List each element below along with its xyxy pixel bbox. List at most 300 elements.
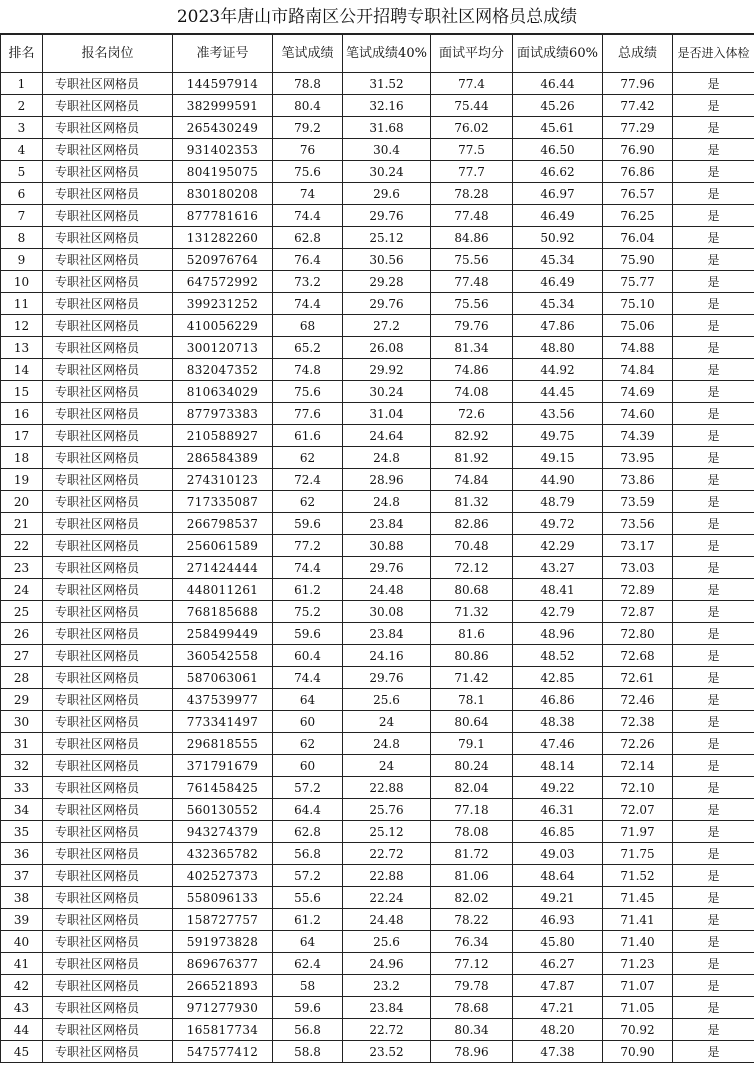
interview-60-cell: 45.80 bbox=[513, 931, 603, 953]
interview-avg-cell: 71.32 bbox=[431, 601, 513, 623]
interview-avg-cell: 84.86 bbox=[431, 227, 513, 249]
written-score-cell: 74 bbox=[273, 183, 343, 205]
written-score-cell: 75.2 bbox=[273, 601, 343, 623]
interview-avg-cell: 76.02 bbox=[431, 117, 513, 139]
written-40-cell: 23.2 bbox=[343, 975, 431, 997]
interview-60-cell: 45.34 bbox=[513, 293, 603, 315]
written-score-cell: 62.8 bbox=[273, 227, 343, 249]
exam-id-cell: 271424444 bbox=[173, 557, 273, 579]
interview-avg-cell: 79.76 bbox=[431, 315, 513, 337]
written-score-cell: 57.2 bbox=[273, 777, 343, 799]
medical-exam-cell: 是 bbox=[673, 491, 754, 513]
post-cell: 专职社区网格员 bbox=[43, 337, 173, 359]
interview-avg-cell: 77.48 bbox=[431, 205, 513, 227]
interview-avg-cell: 82.86 bbox=[431, 513, 513, 535]
rank-cell: 43 bbox=[1, 997, 43, 1019]
rank-cell: 15 bbox=[1, 381, 43, 403]
written-40-cell: 24.8 bbox=[343, 447, 431, 469]
total-cell: 73.56 bbox=[603, 513, 673, 535]
table-row bbox=[1, 293, 754, 315]
written-40-cell: 29.6 bbox=[343, 183, 431, 205]
exam-id-cell: 869676377 bbox=[173, 953, 273, 975]
written-40-cell: 26.08 bbox=[343, 337, 431, 359]
post-cell: 专职社区网格员 bbox=[43, 843, 173, 865]
medical-exam-cell: 是 bbox=[673, 557, 754, 579]
written-score-cell: 60 bbox=[273, 711, 343, 733]
interview-60-cell: 50.92 bbox=[513, 227, 603, 249]
written-40-cell: 24 bbox=[343, 755, 431, 777]
rank-cell: 19 bbox=[1, 469, 43, 491]
table-row bbox=[1, 403, 754, 425]
total-cell: 71.45 bbox=[603, 887, 673, 909]
interview-60-cell: 49.21 bbox=[513, 887, 603, 909]
post-cell: 专职社区网格员 bbox=[43, 315, 173, 337]
interview-60-cell: 49.22 bbox=[513, 777, 603, 799]
table-row bbox=[1, 359, 754, 381]
table-row bbox=[1, 337, 754, 359]
interview-60-cell: 49.03 bbox=[513, 843, 603, 865]
exam-id-cell: 300120713 bbox=[173, 337, 273, 359]
written-40-cell: 30.24 bbox=[343, 161, 431, 183]
rank-cell: 36 bbox=[1, 843, 43, 865]
medical-exam-cell: 是 bbox=[673, 777, 754, 799]
post-cell: 专职社区网格员 bbox=[43, 733, 173, 755]
exam-id-cell: 810634029 bbox=[173, 381, 273, 403]
total-cell: 71.97 bbox=[603, 821, 673, 843]
table-row bbox=[1, 777, 754, 799]
interview-60-cell: 49.72 bbox=[513, 513, 603, 535]
table-row bbox=[1, 975, 754, 997]
post-cell: 专职社区网格员 bbox=[43, 403, 173, 425]
col-exam-id: 准考证号 bbox=[173, 35, 273, 73]
total-cell: 76.57 bbox=[603, 183, 673, 205]
post-cell: 专职社区网格员 bbox=[43, 513, 173, 535]
medical-exam-cell: 是 bbox=[673, 843, 754, 865]
post-cell: 专职社区网格员 bbox=[43, 865, 173, 887]
interview-avg-cell: 71.42 bbox=[431, 667, 513, 689]
table-row bbox=[1, 733, 754, 755]
exam-id-cell: 265430249 bbox=[173, 117, 273, 139]
exam-id-cell: 360542558 bbox=[173, 645, 273, 667]
interview-avg-cell: 81.06 bbox=[431, 865, 513, 887]
written-score-cell: 61.2 bbox=[273, 579, 343, 601]
written-40-cell: 25.76 bbox=[343, 799, 431, 821]
post-cell: 专职社区网格员 bbox=[43, 931, 173, 953]
medical-exam-cell: 是 bbox=[673, 271, 754, 293]
interview-60-cell: 42.79 bbox=[513, 601, 603, 623]
interview-avg-cell: 75.44 bbox=[431, 95, 513, 117]
exam-id-cell: 830180208 bbox=[173, 183, 273, 205]
total-cell: 77.42 bbox=[603, 95, 673, 117]
exam-id-cell: 587063061 bbox=[173, 667, 273, 689]
written-score-cell: 59.6 bbox=[273, 623, 343, 645]
rank-cell: 24 bbox=[1, 579, 43, 601]
interview-60-cell: 43.27 bbox=[513, 557, 603, 579]
interview-avg-cell: 77.5 bbox=[431, 139, 513, 161]
medical-exam-cell: 是 bbox=[673, 315, 754, 337]
interview-avg-cell: 77.48 bbox=[431, 271, 513, 293]
total-cell: 72.10 bbox=[603, 777, 673, 799]
medical-exam-cell: 是 bbox=[673, 645, 754, 667]
medical-exam-cell: 是 bbox=[673, 403, 754, 425]
total-cell: 71.05 bbox=[603, 997, 673, 1019]
rank-cell: 27 bbox=[1, 645, 43, 667]
rank-cell: 42 bbox=[1, 975, 43, 997]
medical-exam-cell: 是 bbox=[673, 799, 754, 821]
interview-60-cell: 48.14 bbox=[513, 755, 603, 777]
written-40-cell: 23.84 bbox=[343, 623, 431, 645]
exam-id-cell: 832047352 bbox=[173, 359, 273, 381]
table-row bbox=[1, 953, 754, 975]
post-cell: 专职社区网格员 bbox=[43, 579, 173, 601]
total-cell: 73.17 bbox=[603, 535, 673, 557]
exam-id-cell: 256061589 bbox=[173, 535, 273, 557]
medical-exam-cell: 是 bbox=[673, 865, 754, 887]
medical-exam-cell: 是 bbox=[673, 139, 754, 161]
written-score-cell: 74.4 bbox=[273, 293, 343, 315]
exam-id-cell: 210588927 bbox=[173, 425, 273, 447]
written-score-cell: 62.8 bbox=[273, 821, 343, 843]
post-cell: 专职社区网格员 bbox=[43, 997, 173, 1019]
interview-avg-cell: 81.34 bbox=[431, 337, 513, 359]
interview-60-cell: 48.80 bbox=[513, 337, 603, 359]
rank-cell: 39 bbox=[1, 909, 43, 931]
interview-60-cell: 46.49 bbox=[513, 271, 603, 293]
total-cell: 76.86 bbox=[603, 161, 673, 183]
medical-exam-cell: 是 bbox=[673, 535, 754, 557]
exam-id-cell: 558096133 bbox=[173, 887, 273, 909]
post-cell: 专职社区网格员 bbox=[43, 469, 173, 491]
interview-avg-cell: 82.92 bbox=[431, 425, 513, 447]
written-40-cell: 23.84 bbox=[343, 997, 431, 1019]
interview-avg-cell: 74.84 bbox=[431, 469, 513, 491]
exam-id-cell: 266798537 bbox=[173, 513, 273, 535]
written-40-cell: 30.56 bbox=[343, 249, 431, 271]
written-score-cell: 64.4 bbox=[273, 799, 343, 821]
interview-avg-cell: 81.92 bbox=[431, 447, 513, 469]
post-cell: 专职社区网格员 bbox=[43, 95, 173, 117]
medical-exam-cell: 是 bbox=[673, 337, 754, 359]
post-cell: 专职社区网格员 bbox=[43, 425, 173, 447]
medical-exam-cell: 是 bbox=[673, 997, 754, 1019]
table-row bbox=[1, 73, 754, 95]
interview-avg-cell: 82.04 bbox=[431, 777, 513, 799]
post-cell: 专职社区网格员 bbox=[43, 821, 173, 843]
col-written-score: 笔试成绩 bbox=[273, 35, 343, 73]
table-row bbox=[1, 755, 754, 777]
interview-60-cell: 47.21 bbox=[513, 997, 603, 1019]
total-cell: 71.41 bbox=[603, 909, 673, 931]
table-row bbox=[1, 579, 754, 601]
exam-id-cell: 266521893 bbox=[173, 975, 273, 997]
col-post: 报名岗位 bbox=[43, 35, 173, 73]
table-row bbox=[1, 205, 754, 227]
exam-id-cell: 165817734 bbox=[173, 1019, 273, 1041]
medical-exam-cell: 是 bbox=[673, 667, 754, 689]
rank-cell: 14 bbox=[1, 359, 43, 381]
interview-avg-cell: 74.86 bbox=[431, 359, 513, 381]
written-score-cell: 58.8 bbox=[273, 1041, 343, 1063]
written-score-cell: 79.2 bbox=[273, 117, 343, 139]
interview-avg-cell: 80.24 bbox=[431, 755, 513, 777]
interview-avg-cell: 77.7 bbox=[431, 161, 513, 183]
total-cell: 77.96 bbox=[603, 73, 673, 95]
rank-cell: 29 bbox=[1, 689, 43, 711]
exam-id-cell: 158727757 bbox=[173, 909, 273, 931]
post-cell: 专职社区网格员 bbox=[43, 139, 173, 161]
written-40-cell: 29.76 bbox=[343, 293, 431, 315]
written-40-cell: 22.72 bbox=[343, 1019, 431, 1041]
total-cell: 73.95 bbox=[603, 447, 673, 469]
interview-avg-cell: 80.64 bbox=[431, 711, 513, 733]
total-cell: 72.80 bbox=[603, 623, 673, 645]
exam-id-cell: 877973383 bbox=[173, 403, 273, 425]
rank-cell: 12 bbox=[1, 315, 43, 337]
written-40-cell: 29.28 bbox=[343, 271, 431, 293]
table-row bbox=[1, 491, 754, 513]
exam-id-cell: 931402353 bbox=[173, 139, 273, 161]
written-40-cell: 25.12 bbox=[343, 227, 431, 249]
interview-60-cell: 46.62 bbox=[513, 161, 603, 183]
post-cell: 专职社区网格员 bbox=[43, 1041, 173, 1063]
interview-avg-cell: 81.6 bbox=[431, 623, 513, 645]
table-row bbox=[1, 513, 754, 535]
exam-id-cell: 804195075 bbox=[173, 161, 273, 183]
medical-exam-cell: 是 bbox=[673, 161, 754, 183]
exam-id-cell: 520976764 bbox=[173, 249, 273, 271]
interview-avg-cell: 82.02 bbox=[431, 887, 513, 909]
table-row bbox=[1, 139, 754, 161]
table-row bbox=[1, 711, 754, 733]
col-written-40: 笔试成绩40% bbox=[343, 35, 431, 73]
written-40-cell: 24 bbox=[343, 711, 431, 733]
interview-avg-cell: 78.28 bbox=[431, 183, 513, 205]
interview-60-cell: 44.92 bbox=[513, 359, 603, 381]
medical-exam-cell: 是 bbox=[673, 227, 754, 249]
table-row bbox=[1, 909, 754, 931]
written-score-cell: 57.2 bbox=[273, 865, 343, 887]
rank-cell: 16 bbox=[1, 403, 43, 425]
interview-avg-cell: 78.22 bbox=[431, 909, 513, 931]
rank-cell: 40 bbox=[1, 931, 43, 953]
total-cell: 71.23 bbox=[603, 953, 673, 975]
written-40-cell: 23.52 bbox=[343, 1041, 431, 1063]
written-score-cell: 74.4 bbox=[273, 205, 343, 227]
written-40-cell: 31.04 bbox=[343, 403, 431, 425]
exam-id-cell: 877781616 bbox=[173, 205, 273, 227]
medical-exam-cell: 是 bbox=[673, 447, 754, 469]
interview-60-cell: 45.61 bbox=[513, 117, 603, 139]
post-cell: 专职社区网格员 bbox=[43, 601, 173, 623]
post-cell: 专职社区网格员 bbox=[43, 535, 173, 557]
post-cell: 专职社区网格员 bbox=[43, 557, 173, 579]
interview-avg-cell: 76.34 bbox=[431, 931, 513, 953]
table-row bbox=[1, 601, 754, 623]
medical-exam-cell: 是 bbox=[673, 293, 754, 315]
medical-exam-cell: 是 bbox=[673, 249, 754, 271]
rank-cell: 22 bbox=[1, 535, 43, 557]
interview-60-cell: 44.45 bbox=[513, 381, 603, 403]
table-header bbox=[1, 35, 754, 73]
medical-exam-cell: 是 bbox=[673, 359, 754, 381]
total-cell: 70.90 bbox=[603, 1041, 673, 1063]
interview-60-cell: 48.79 bbox=[513, 491, 603, 513]
exam-id-cell: 437539977 bbox=[173, 689, 273, 711]
post-cell: 专职社区网格员 bbox=[43, 799, 173, 821]
rank-cell: 2 bbox=[1, 95, 43, 117]
total-cell: 72.68 bbox=[603, 645, 673, 667]
written-score-cell: 64 bbox=[273, 931, 343, 953]
medical-exam-cell: 是 bbox=[673, 887, 754, 909]
post-cell: 专职社区网格员 bbox=[43, 491, 173, 513]
rank-cell: 6 bbox=[1, 183, 43, 205]
interview-60-cell: 48.52 bbox=[513, 645, 603, 667]
medical-exam-cell: 是 bbox=[673, 183, 754, 205]
written-40-cell: 30.4 bbox=[343, 139, 431, 161]
written-score-cell: 61.2 bbox=[273, 909, 343, 931]
written-40-cell: 24.96 bbox=[343, 953, 431, 975]
exam-id-cell: 371791679 bbox=[173, 755, 273, 777]
total-cell: 75.06 bbox=[603, 315, 673, 337]
exam-id-cell: 773341497 bbox=[173, 711, 273, 733]
table-row bbox=[1, 667, 754, 689]
interview-60-cell: 47.46 bbox=[513, 733, 603, 755]
exam-id-cell: 258499449 bbox=[173, 623, 273, 645]
interview-60-cell: 46.27 bbox=[513, 953, 603, 975]
written-40-cell: 29.76 bbox=[343, 205, 431, 227]
written-score-cell: 59.6 bbox=[273, 513, 343, 535]
written-score-cell: 77.6 bbox=[273, 403, 343, 425]
exam-id-cell: 402527373 bbox=[173, 865, 273, 887]
rank-cell: 30 bbox=[1, 711, 43, 733]
written-score-cell: 60 bbox=[273, 755, 343, 777]
post-cell: 专职社区网格员 bbox=[43, 359, 173, 381]
rank-cell: 33 bbox=[1, 777, 43, 799]
table-row bbox=[1, 645, 754, 667]
table-row bbox=[1, 1019, 754, 1041]
total-cell: 72.46 bbox=[603, 689, 673, 711]
interview-avg-cell: 78.1 bbox=[431, 689, 513, 711]
medical-exam-cell: 是 bbox=[673, 117, 754, 139]
table-row bbox=[1, 821, 754, 843]
written-score-cell: 61.6 bbox=[273, 425, 343, 447]
written-40-cell: 25.6 bbox=[343, 931, 431, 953]
interview-avg-cell: 77.12 bbox=[431, 953, 513, 975]
rank-cell: 7 bbox=[1, 205, 43, 227]
interview-60-cell: 46.97 bbox=[513, 183, 603, 205]
written-40-cell: 30.24 bbox=[343, 381, 431, 403]
rank-cell: 8 bbox=[1, 227, 43, 249]
rank-cell: 38 bbox=[1, 887, 43, 909]
exam-id-cell: 547577412 bbox=[173, 1041, 273, 1063]
written-score-cell: 75.6 bbox=[273, 161, 343, 183]
rank-cell: 35 bbox=[1, 821, 43, 843]
written-40-cell: 22.88 bbox=[343, 777, 431, 799]
total-cell: 76.90 bbox=[603, 139, 673, 161]
table-row bbox=[1, 865, 754, 887]
medical-exam-cell: 是 bbox=[673, 381, 754, 403]
post-cell: 专职社区网格员 bbox=[43, 755, 173, 777]
interview-60-cell: 46.49 bbox=[513, 205, 603, 227]
interview-avg-cell: 81.72 bbox=[431, 843, 513, 865]
exam-id-cell: 717335087 bbox=[173, 491, 273, 513]
total-cell: 75.90 bbox=[603, 249, 673, 271]
post-cell: 专职社区网格员 bbox=[43, 381, 173, 403]
rank-cell: 31 bbox=[1, 733, 43, 755]
medical-exam-cell: 是 bbox=[673, 821, 754, 843]
interview-60-cell: 46.44 bbox=[513, 73, 603, 95]
exam-id-cell: 647572992 bbox=[173, 271, 273, 293]
interview-60-cell: 46.85 bbox=[513, 821, 603, 843]
table-row bbox=[1, 799, 754, 821]
rank-cell: 44 bbox=[1, 1019, 43, 1041]
written-40-cell: 24.64 bbox=[343, 425, 431, 447]
rank-cell: 13 bbox=[1, 337, 43, 359]
total-cell: 72.14 bbox=[603, 755, 673, 777]
written-score-cell: 56.8 bbox=[273, 1019, 343, 1041]
written-score-cell: 62.4 bbox=[273, 953, 343, 975]
written-40-cell: 29.92 bbox=[343, 359, 431, 381]
exam-id-cell: 591973828 bbox=[173, 931, 273, 953]
total-cell: 74.39 bbox=[603, 425, 673, 447]
medical-exam-cell: 是 bbox=[673, 1041, 754, 1063]
interview-60-cell: 48.96 bbox=[513, 623, 603, 645]
post-cell: 专职社区网格员 bbox=[43, 953, 173, 975]
medical-exam-cell: 是 bbox=[673, 95, 754, 117]
table-row bbox=[1, 843, 754, 865]
total-cell: 74.69 bbox=[603, 381, 673, 403]
table-row bbox=[1, 997, 754, 1019]
rank-cell: 25 bbox=[1, 601, 43, 623]
table-row bbox=[1, 469, 754, 491]
interview-60-cell: 48.20 bbox=[513, 1019, 603, 1041]
medical-exam-cell: 是 bbox=[673, 205, 754, 227]
rank-cell: 32 bbox=[1, 755, 43, 777]
rank-cell: 37 bbox=[1, 865, 43, 887]
post-cell: 专职社区网格员 bbox=[43, 205, 173, 227]
interview-60-cell: 44.90 bbox=[513, 469, 603, 491]
post-cell: 专职社区网格员 bbox=[43, 711, 173, 733]
written-score-cell: 74.4 bbox=[273, 667, 343, 689]
rank-cell: 28 bbox=[1, 667, 43, 689]
written-score-cell: 62 bbox=[273, 491, 343, 513]
written-score-cell: 72.4 bbox=[273, 469, 343, 491]
exam-id-cell: 971277930 bbox=[173, 997, 273, 1019]
interview-60-cell: 48.38 bbox=[513, 711, 603, 733]
rank-cell: 18 bbox=[1, 447, 43, 469]
post-cell: 专职社区网格员 bbox=[43, 689, 173, 711]
medical-exam-cell: 是 bbox=[673, 73, 754, 95]
post-cell: 专职社区网格员 bbox=[43, 909, 173, 931]
exam-id-cell: 144597914 bbox=[173, 73, 273, 95]
rank-cell: 21 bbox=[1, 513, 43, 535]
table-row bbox=[1, 931, 754, 953]
total-cell: 72.26 bbox=[603, 733, 673, 755]
interview-avg-cell: 75.56 bbox=[431, 249, 513, 271]
written-40-cell: 24.16 bbox=[343, 645, 431, 667]
table-row bbox=[1, 315, 754, 337]
table-row bbox=[1, 227, 754, 249]
table-row bbox=[1, 425, 754, 447]
written-40-cell: 31.68 bbox=[343, 117, 431, 139]
total-cell: 71.07 bbox=[603, 975, 673, 997]
written-40-cell: 23.84 bbox=[343, 513, 431, 535]
post-cell: 专职社区网格员 bbox=[43, 645, 173, 667]
table-row bbox=[1, 249, 754, 271]
written-40-cell: 31.52 bbox=[343, 73, 431, 95]
written-40-cell: 25.6 bbox=[343, 689, 431, 711]
total-cell: 73.86 bbox=[603, 469, 673, 491]
